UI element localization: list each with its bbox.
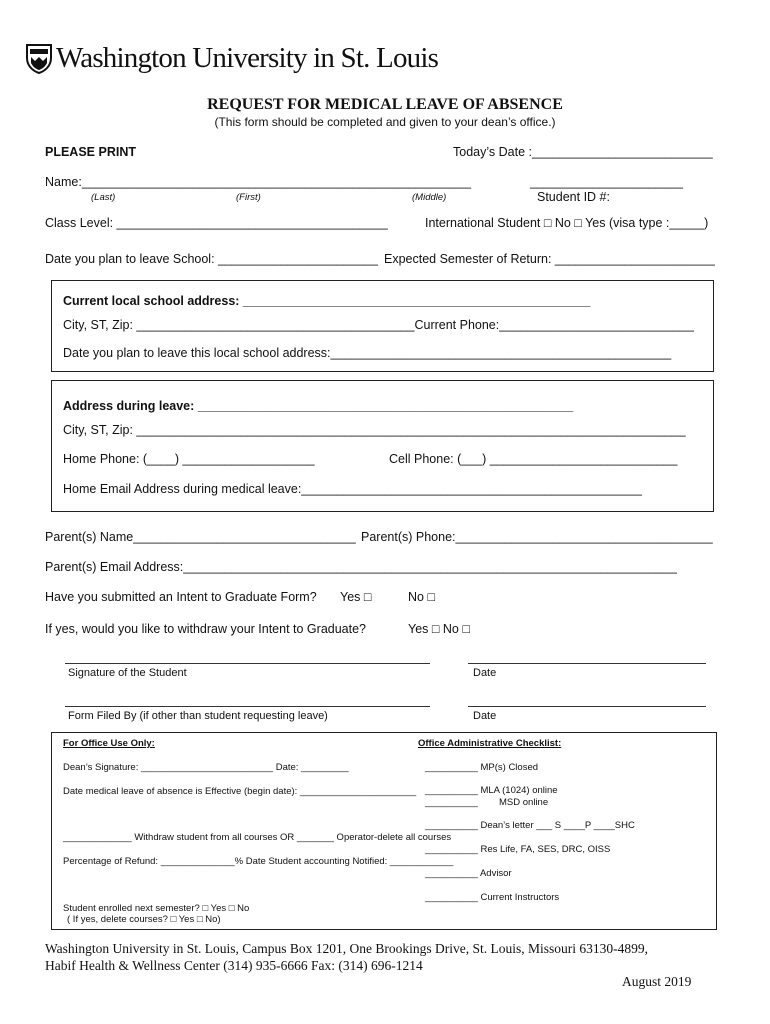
withdraw-intent-question: If yes, would you like to withdraw your Intent to Graduate? (45, 622, 367, 636)
parent-email-field[interactable]: Parent(s) Email Address:_______________________________________________________________________ (45, 560, 677, 574)
student-id-label: Student ID #: (537, 190, 610, 204)
leave-address-field[interactable]: Address during leave: ______________________________________________________ (63, 399, 574, 413)
last-name-caption: (Last) (91, 192, 116, 203)
middle-name-caption: (Middle) (412, 192, 447, 203)
leave-city-field[interactable]: City, ST, Zip: _______________________________________________________________________________ (63, 423, 686, 437)
student-date-label: Date (473, 667, 497, 679)
crest-icon (26, 44, 52, 74)
footer-date: August 2019 (622, 974, 692, 989)
student-id-field[interactable]: ______________________ (530, 175, 683, 189)
filed-by-signature-line[interactable] (65, 706, 430, 707)
checklist-mps-closed[interactable]: __________ MP(s) Closed (425, 762, 539, 773)
checklist-msd-line[interactable]: __________ (425, 797, 478, 808)
leave-local-date-field[interactable]: Date you plan to leave this local school address:_________________________________________________ (63, 346, 672, 360)
parent-name-field[interactable]: Parent(s) Name________________________________ (45, 530, 356, 544)
cell-phone-field[interactable]: Cell Phone: (___) ___________________________ (389, 452, 678, 466)
checklist-heading: Office Administrative Checklist: (418, 738, 562, 749)
checklist-msd-online: MSD online (499, 797, 549, 808)
enrolled-next-semester[interactable]: Student enrolled next semester? □ Yes □ No (63, 903, 250, 914)
return-semester-field[interactable]: Expected Semester of Return: _______________________ (384, 252, 715, 266)
university-name: Washington University in St. Louis (56, 42, 439, 74)
form-subtitle: (This form should be completed and given to your dean’s office.) (214, 115, 556, 129)
intent-graduate-question: Have you submitted an Intent to Graduate Form? (45, 590, 317, 604)
local-address-field[interactable]: Current local school address: __________________________________________________ (63, 294, 591, 308)
parent-phone-field[interactable]: Parent(s) Phone:_____________________________________ (361, 530, 713, 544)
checklist-instructors[interactable]: __________ Current Instructors (425, 892, 560, 903)
footer-address: Washington University in St. Louis, Campus Box 1201, One Brookings Drive, St. Louis, Missouri 63130-4899, (45, 941, 649, 956)
todays-date-field[interactable]: Today’s Date :__________________________ (453, 145, 713, 159)
form-title: REQUEST FOR MEDICAL LEAVE OF ABSENCE (207, 96, 563, 113)
intent-no-checkbox[interactable]: No □ (408, 590, 436, 604)
filed-by-label: Form Filed By (if other than student requesting leave) (68, 710, 328, 722)
deans-signature-field[interactable]: Dean’s Signature: _________________________ Date: _________ (63, 762, 349, 773)
name-field[interactable]: Name:________________________________________________________ (45, 175, 472, 189)
leave-date-field[interactable]: Date you plan to leave School: _______________________ (45, 252, 378, 266)
office-use-heading: For Office Use Only: (63, 738, 155, 749)
please-print-label: PLEASE PRINT (45, 145, 136, 159)
checklist-mla-online[interactable]: __________ MLA (1024) online (425, 785, 558, 796)
student-signature-line[interactable] (65, 663, 430, 664)
footer-phone: Habif Health & Wellness Center (314) 935-6666 Fax: (314) 696-1214 (45, 958, 423, 973)
intent-yes-checkbox[interactable]: Yes □ (340, 590, 372, 604)
withdraw-intent-checkboxes[interactable]: Yes □ No □ (408, 622, 470, 636)
student-date-line[interactable] (468, 663, 706, 664)
filed-by-date-line[interactable] (468, 706, 706, 707)
checklist-deans-letter[interactable]: __________ Dean’s letter ___ S ____P ____SHC (425, 820, 635, 831)
filed-by-date-label: Date (473, 710, 497, 722)
university-logo (26, 42, 438, 75)
first-name-caption: (First) (236, 192, 261, 203)
refund-field[interactable]: Percentage of Refund: ______________% Date Student accounting Notified: ____________ (63, 856, 454, 867)
delete-courses[interactable]: ( If yes, delete courses? □ Yes □ No) (67, 914, 221, 925)
checklist-advisor[interactable]: __________ Advisor (425, 868, 512, 879)
international-student-field[interactable]: International Student □ No □ Yes (visa type :_____) (425, 216, 709, 230)
effective-date-field[interactable]: Date medical leave of absence is Effective (begin date): ______________________ (63, 786, 417, 797)
home-email-field[interactable]: Home Email Address during medical leave:_________________________________________________ (63, 482, 642, 496)
checklist-res-life[interactable]: __________ Res Life, FA, SES, DRC, OISS (425, 844, 611, 855)
local-city-phone-field[interactable]: City, ST, Zip: ________________________________________Current Phone:____________________________ (63, 318, 694, 332)
withdraw-courses-field[interactable]: _____________ Withdraw student from all courses OR _______ Operator-delete all courses (63, 832, 452, 843)
home-phone-field[interactable]: Home Phone: (____) ___________________ (63, 452, 315, 466)
class-level-field[interactable]: Class Level: _______________________________________ (45, 216, 388, 230)
student-signature-label: Signature of the Student (68, 667, 187, 679)
